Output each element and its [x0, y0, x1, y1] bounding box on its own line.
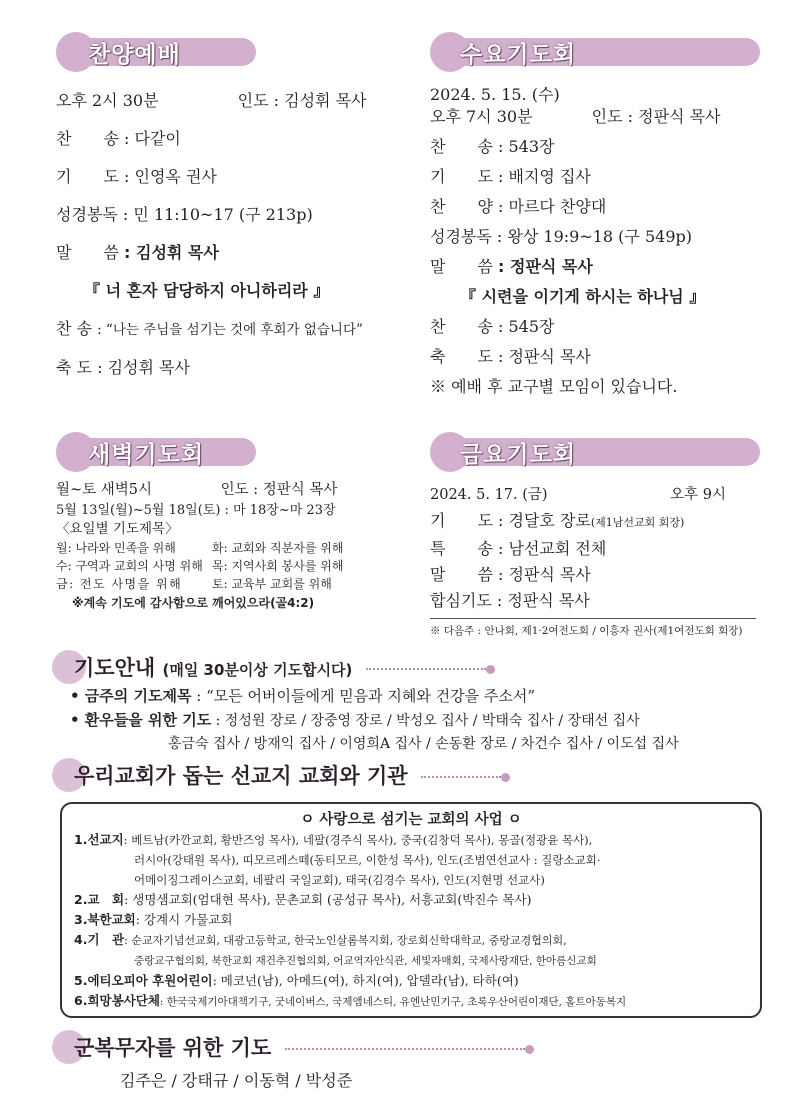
dotted-line — [421, 776, 501, 778]
wed-sermon-row: 말 씀 : 정판식 목사 — [430, 257, 593, 276]
benediction-row: 축 도 : 김성휘 목사 — [56, 358, 190, 377]
mission-row-1c: 어메이징그레이스교회, 네팔리 국일교회), 태국(김경수 목사), 인도(지현명 선교사) — [134, 873, 545, 887]
dawn-verse: ※계속 기도에 감사함으로 깨어있으라(골4:2) — [72, 596, 315, 610]
mission-row-1: 1.선교지: 베트남(카깐교회, 황반즈엉 목사), 네팔(경주식 목사), 중국(김창덕 목사), 몽골(정광윤 목사), — [74, 832, 593, 847]
mission-row-5: 5.에티오피아 후원어린이: 메코넌(남), 아메드(여), 하지(여), 압델라(남), 타하(여) — [74, 973, 519, 988]
wed-reading-row: 성경봉독 : 왕상 19:9~18 (구 549p) — [430, 227, 692, 246]
wednesday-title: 수요기도회 — [460, 42, 577, 68]
prayer-guide-body — [70, 684, 770, 755]
dawn-header — [56, 432, 256, 472]
patients-prayer-row-2: 홍금숙 집사 / 방재익 집사 / 이영희A 집사 / 손동환 장로 / 차건수 집사 / 이도섭 집사 — [168, 736, 679, 752]
missions-box — [60, 802, 762, 1018]
dawn-title: 새벽기도회 — [88, 442, 205, 468]
dawn-prayer-section — [56, 432, 406, 613]
hymn2-row: 찬 송 : “나는 주님을 섬기는 것에 후회가 없습니다” — [56, 319, 363, 338]
hymn-row: 찬 송 : 다같이 — [56, 129, 181, 148]
prayer-guide-title: 기도안내 — [74, 656, 156, 680]
wednesday-prayer-section — [430, 32, 770, 400]
wednesday-header — [430, 32, 760, 72]
wed-hymn2-row: 찬 송 : 545장 — [430, 317, 555, 336]
wed-prayer-row: 기 도 : 배지영 집사 — [430, 167, 591, 186]
dawn-row-2: 수: 구역과 교회의 사명 위해 목: 지역사회 봉사를 위해 — [56, 559, 344, 573]
fri-sermon-row: 말 씀 : 정판식 목사 — [430, 565, 591, 584]
wed-time-row: 오후 7시 30분 인도 : 정판식 목사 — [430, 107, 721, 126]
dawn-range: 5월 13일(월)~5월 18일(토) : 마 18장~마 23장 — [56, 503, 336, 518]
praise-service-header — [56, 32, 256, 72]
fri-closing-row: 합심기도 : 정판식 목사 — [430, 591, 590, 610]
dawn-row-1: 월: 나라와 민족을 위해 화: 교회와 직분자를 위해 — [56, 541, 344, 555]
mission-row-3: 3.북한교회: 강계시 가물교회 — [74, 912, 233, 927]
dot-end — [525, 1045, 534, 1054]
wed-hymn-row: 찬 송 : 543장 — [430, 137, 555, 156]
sermon-row: 말 씀 : 김성휘 목사 — [56, 243, 219, 262]
service-leader: 인도 : 김성휘 목사 — [237, 91, 367, 110]
wed-sermon-title: 『 시련을 이기게 하시는 하나님 』 — [460, 287, 706, 306]
sermon-title: 『 너 혼자 담당하지 아니하리라 』 — [84, 281, 330, 300]
friday-title: 금요기도회 — [460, 442, 577, 468]
praise-service-title: 찬양예배 — [88, 42, 181, 68]
prayer-row: 기 도 : 인영옥 권사 — [56, 167, 217, 186]
fri-next-week: ※ 다음주 : 안나회, 제1·2여전도회 / 이흥자 권사(제1여전도회 회장) — [430, 625, 743, 637]
dawn-subhead: 〈요일별 기도제목〉 — [56, 521, 179, 537]
praise-service-section — [56, 32, 406, 381]
prayer-guide-subtitle: (매일 30분이상 기도합시다) — [162, 661, 353, 679]
military-names: 김주은 / 강태규 / 이동혁 / 박성준 — [120, 1071, 353, 1090]
dawn-row-3: 금: 전도 사명을 위해 토: 교육부 교회를 위해 — [56, 577, 332, 591]
wed-date: 2024. 5. 15. (수) — [430, 85, 560, 104]
mission-row-6: 6.희망봉사단체: 한국국제기아대책기구, 굿네이버스, 국제앰네스티, 유엔난민기구, 초록우산어린이재단, 홀트아동복지 — [74, 993, 627, 1008]
mission-row-2: 2.교 회: 생명샘교회(엄대현 목사), 문촌교회 (공성규 목사), 서흥교회(박진수 목사) — [74, 892, 532, 907]
mission-row-1b: 러시아(강태원 목사), 띠모르레스떼(동티모르, 이한성 목사), 인도(조범연선교사 : 질랑소교회· — [134, 853, 601, 867]
military-title: 군복무자를 위한 기도 — [74, 1036, 272, 1060]
friday-prayer-section — [430, 432, 770, 639]
missions-box-title: ㅇ 사랑으로 섬기는 교회의 사업 ㅇ — [300, 812, 522, 828]
reading-row: 성경봉독 : 민 11:10~17 (구 213p) — [56, 205, 313, 224]
fri-hymn-row: 특 송 : 남선교회 전체 — [430, 539, 607, 558]
wed-bless-row: 축 도 : 정판식 목사 — [430, 347, 591, 366]
dot-end — [501, 773, 510, 782]
dotted-line — [285, 1048, 525, 1050]
fri-divider — [430, 618, 756, 619]
weekly-prayer-row: • 금주의 기도제목 : “모든 어버이들에게 믿음과 지혜와 건강을 주소서” — [70, 687, 536, 705]
dot-end — [486, 665, 495, 674]
wed-note: ※ 예배 후 교구별 모임이 있습니다. — [430, 377, 678, 396]
mission-row-4b: 중랑교구협의회, 북한교회 재건추진협의회, 어교역자안식관, 세빛자매회, 국제사랑재단, 한아름신교회 — [134, 955, 597, 967]
wed-praise-row: 찬 양 : 마르다 찬양대 — [430, 197, 607, 216]
missions-title: 우리교회가 돕는 선교지 교회와 기관 — [74, 764, 408, 788]
service-time: 오후 2시 30분 — [56, 91, 159, 110]
service-time-row — [56, 88, 406, 114]
dotted-line — [366, 668, 486, 670]
mission-row-4: 4.기 관: 순교자기념선교회, 대광고등학교, 한국노인살롬복지회, 장로회신학대학교, 중랑교경협의회, — [74, 932, 567, 947]
fri-prayer-row: 기 도 : 경달호 장로(제1남선교회 회장) — [430, 511, 685, 530]
fri-date-row: 2024. 5. 17. (금) 오후 9시 — [430, 487, 727, 503]
dawn-time-row: 월~토 새벽5시 인도 : 정판식 목사 — [56, 482, 338, 498]
patients-prayer-row: • 환우들을 위한 기도 : 정성원 장로 / 장중영 장로 / 박성오 집사 / 박태숙 집사 / 장태선 집사 — [70, 711, 640, 729]
friday-header — [430, 432, 760, 472]
